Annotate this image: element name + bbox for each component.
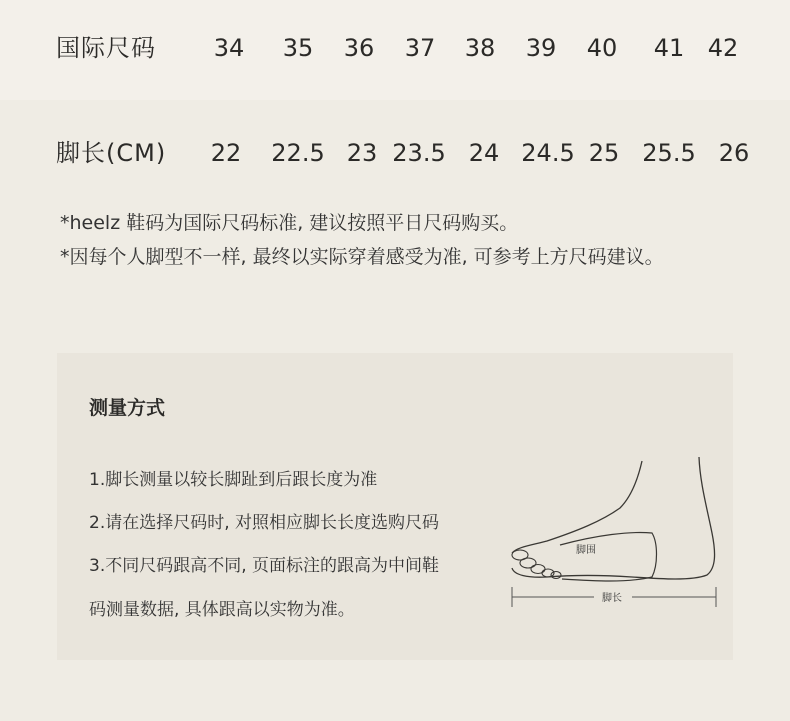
girth-label: 脚围: [576, 545, 596, 556]
intl-size-cell: 38: [464, 34, 496, 62]
toe-icon: [520, 558, 536, 568]
foot-length-cell: 23: [346, 139, 378, 167]
foot-measure-illustration: [502, 453, 727, 618]
intl-size-cell: 34: [213, 34, 245, 62]
intl-size-cell: 35: [282, 34, 314, 62]
leg-outline-icon: [512, 457, 715, 579]
foot-outline-icon: [512, 461, 642, 553]
intl-size-cell: 40: [586, 34, 618, 62]
foot-length-row: [0, 133, 790, 173]
toe-icon: [531, 565, 545, 574]
size-note-fit: *因每个人脚型不一样, 最终以实际穿着感受为准, 可参考上方尺码建议。: [60, 246, 664, 268]
intl-size-row: [0, 28, 790, 68]
foot-length-cell: 23.5: [392, 139, 446, 167]
measurement-step: 码测量数据, 具体跟高以实物为准。: [89, 600, 355, 620]
foot-length-cell: 25.5: [642, 139, 696, 167]
foot-length-label: 脚长(CM): [56, 139, 167, 167]
measurement-step: 3.不同尺码跟高不同, 页面标注的跟高为中间鞋: [89, 556, 440, 576]
measurement-title: 测量方式: [89, 397, 166, 419]
measurement-step: 1.脚长测量以较长脚趾到后跟长度为准: [89, 470, 378, 490]
foot-length-cell: 26: [718, 139, 750, 167]
foot-length-cell: 22: [210, 139, 242, 167]
measurement-step: 2.请在选择尺码时, 对照相应脚长长度选购尺码: [89, 513, 440, 533]
intl-size-cell: 41: [653, 34, 685, 62]
intl-size-cell: 36: [343, 34, 375, 62]
intl-size-cell: 39: [525, 34, 557, 62]
intl-size-cell: 42: [707, 34, 739, 62]
girth-band-icon: [560, 533, 657, 582]
foot-length-cell: 25: [588, 139, 620, 167]
intl-size-cell: 37: [404, 34, 436, 62]
intl-size-label: 国际尺码: [56, 34, 156, 62]
foot-length-cell: 24.5: [521, 139, 575, 167]
size-note-standard: *heelz 鞋码为国际尺码标准, 建议按照平日尺码购买。: [60, 212, 519, 234]
measurement-panel: [57, 353, 733, 660]
foot-length-cell: 22.5: [271, 139, 325, 167]
length-label: 脚长: [602, 593, 622, 604]
foot-length-cell: 24: [468, 139, 500, 167]
